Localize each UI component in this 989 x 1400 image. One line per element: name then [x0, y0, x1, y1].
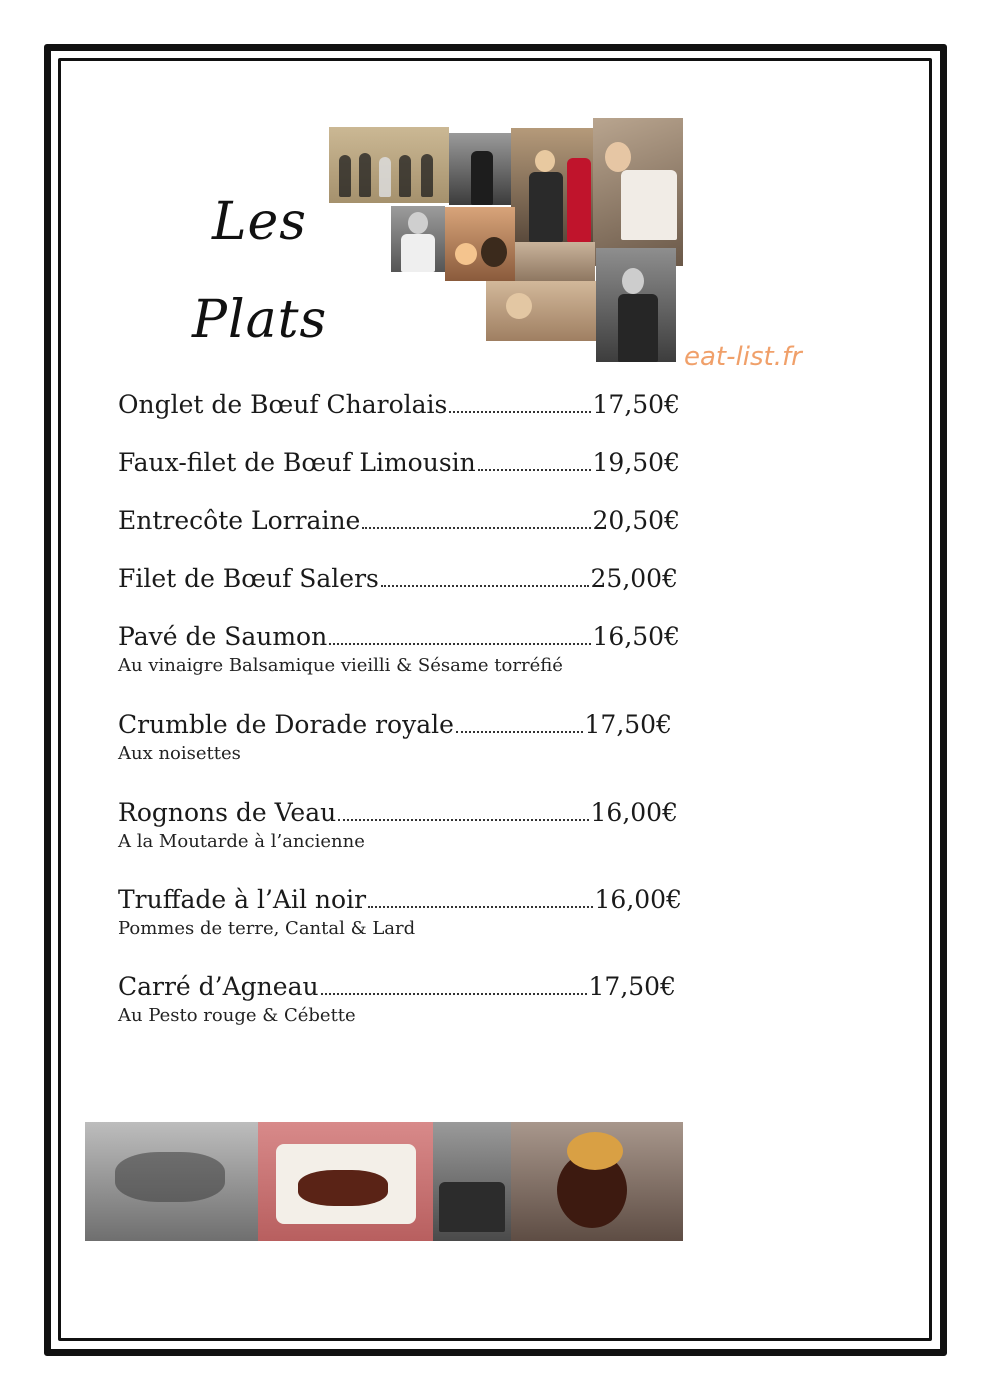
steak-dish-photo — [258, 1122, 433, 1241]
dot-leader — [368, 900, 592, 908]
dish-name: Faux-filet de Bœuf Limousin — [118, 448, 476, 477]
dish-name: Truffade à l’Ail noir — [118, 885, 367, 914]
dish-price: 17,50€ — [588, 972, 676, 1001]
dish-name: Entrecôte Lorraine — [118, 506, 361, 535]
dish-item — [118, 972, 676, 1026]
team-photo — [329, 127, 449, 203]
dish-price: 19,50€ — [592, 448, 680, 477]
dish-item — [118, 710, 672, 764]
dish-name: Onglet de Bœuf Charolais — [118, 390, 448, 419]
dish-name: Carré d’Agneau — [118, 972, 319, 1001]
waitress-photo — [596, 248, 676, 362]
title-les: Les — [212, 192, 307, 252]
dish-item — [118, 564, 678, 593]
dish-name: Rognons de Veau — [118, 798, 337, 827]
dish-price: 25,00€ — [590, 564, 678, 593]
dish-description: Aux noisettes — [118, 743, 241, 764]
dish-name: Crumble de Dorade royale — [118, 710, 454, 739]
dish-item — [118, 622, 680, 676]
dish-name: Filet de Bœuf Salers — [118, 564, 379, 593]
dish-description: A la Moutarde à l’ancienne — [118, 831, 365, 852]
staff-photo — [511, 128, 593, 242]
dish-price: 16,50€ — [592, 622, 680, 651]
dish-description: Au vinaigre Balsamique vieilli & Sésame torréfié — [118, 655, 563, 676]
dish-price: 20,50€ — [592, 506, 680, 535]
dessert-plate-photo — [511, 1122, 683, 1241]
dessert-photo — [445, 207, 515, 281]
dot-leader — [456, 725, 583, 733]
dish-item — [118, 885, 682, 939]
dish-name: Pavé de Saumon — [118, 622, 328, 651]
dot-leader — [321, 987, 587, 995]
dish-item — [118, 448, 680, 477]
dot-leader — [381, 579, 589, 587]
dish-item — [118, 798, 678, 852]
dish-price: 17,50€ — [584, 710, 672, 739]
chef-cooking-photo — [449, 133, 511, 205]
dish-description: Au Pesto rouge & Cébette — [118, 1005, 356, 1026]
dish-item — [118, 390, 680, 419]
chef-plating-photo — [593, 118, 683, 266]
bottom-photo-strip — [85, 1122, 683, 1241]
chef-portrait-photo — [391, 206, 445, 272]
dish-price: 17,50€ — [592, 390, 680, 419]
dish-price: 16,00€ — [590, 798, 678, 827]
dish-description: Pommes de terre, Cantal & Lard — [118, 918, 416, 939]
title-plats: Plats — [192, 290, 328, 350]
dot-leader — [338, 813, 588, 821]
restaurant-sign-photo — [85, 1122, 258, 1241]
dot-leader — [362, 521, 590, 529]
dish-price: 16,00€ — [594, 885, 682, 914]
dot-leader — [478, 463, 591, 471]
dot-leader — [449, 405, 590, 413]
watermark: eat-list.fr — [684, 342, 802, 372]
dining-room-photo — [515, 242, 595, 282]
storefront-photo — [433, 1122, 511, 1241]
dot-leader — [329, 637, 590, 645]
dish-item — [118, 506, 680, 535]
decor-photo — [486, 281, 596, 341]
